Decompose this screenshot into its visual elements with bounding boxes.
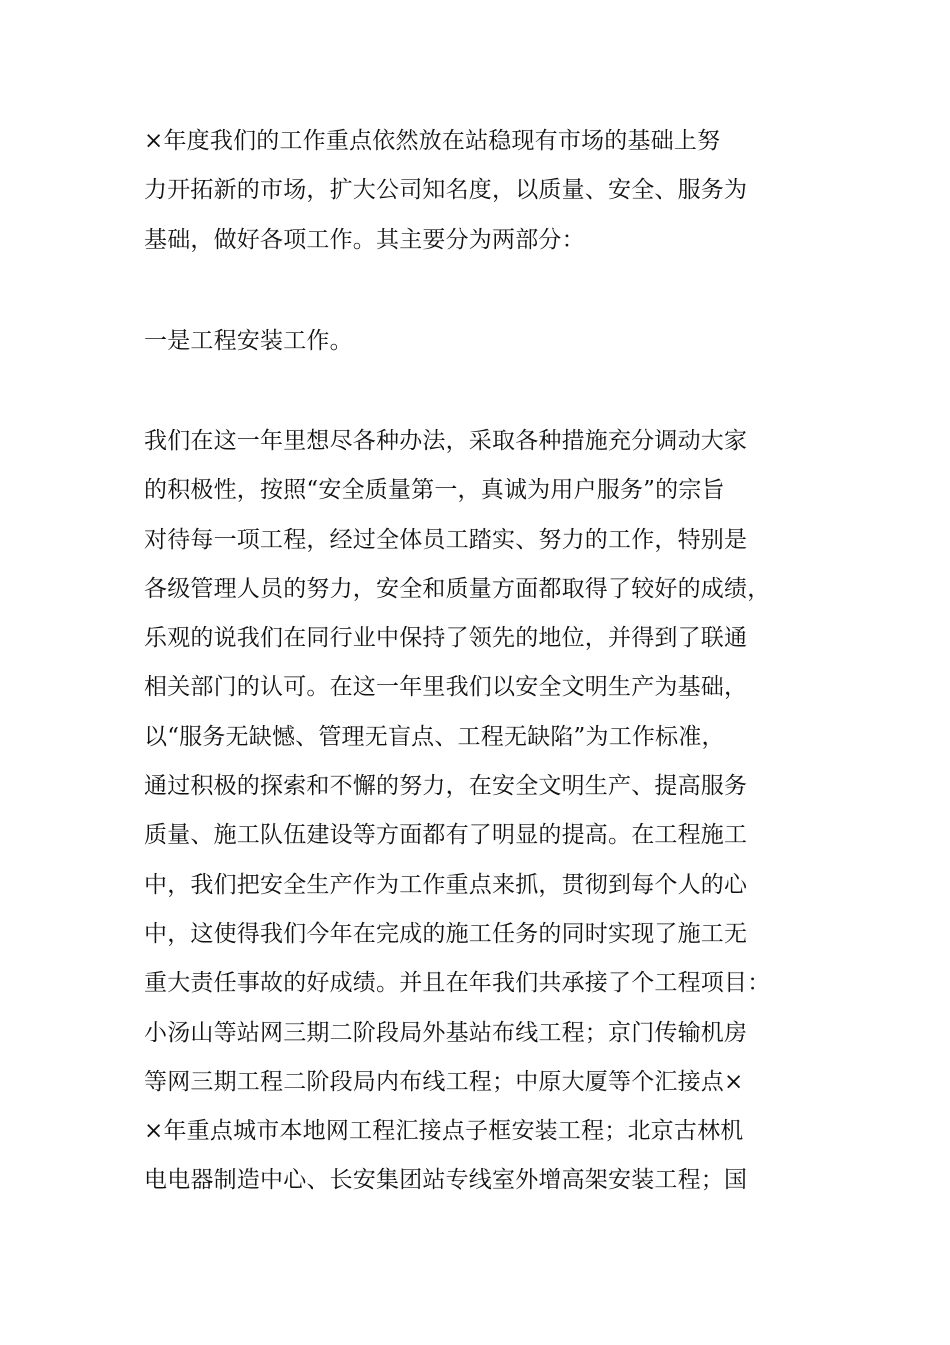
text-line: 相关部门的认可。在这一年里我们以安全文明生产为基础， — [144, 674, 748, 701]
text-line: 重大责任事故的好成绩。并且在年我们共承接了个工程项目： — [144, 970, 771, 997]
body-paragraph — [144, 417, 771, 1206]
text-line: 的积极性，按照“安全质量第一，真诚为用户服务”的宗旨 — [144, 477, 725, 504]
text-line: 中，这使得我们今年在完成的施工任务的同时实现了施工无 — [144, 920, 748, 947]
text-line: 我们在这一年里想尽各种办法，采取各种措施充分调动大家 — [144, 428, 748, 454]
text-line: 乐观的说我们在同行业中保持了领先的地位，并得到了联通 — [144, 625, 748, 652]
text-line: ×年重点城市本地网工程汇接点子框安装工程；北京古林机 — [144, 1118, 744, 1145]
text-line: 小汤山等站网三期二阶段局外基站布线工程；京门传输机房 — [144, 1019, 748, 1046]
text-line: 对待每一项工程，经过全体员工踏实、努力的工作，特别是 — [144, 526, 748, 553]
intro-paragraph — [144, 117, 754, 265]
section-heading — [144, 317, 754, 366]
text-line: 中，我们把安全生产作为工作重点来抓，贯彻到每个人的心 — [144, 871, 748, 898]
text-line: 以“服务无缺憾、管理无盲点、工程无缺陷”为工作标准， — [144, 723, 725, 750]
text-line: 力开拓新的市场，扩大公司知名度，以质量、安全、服务为 — [144, 177, 748, 204]
text-line: 质量、施工队伍建设等方面都有了明显的提高。在工程施工 — [144, 822, 748, 849]
text-line: 通过积极的探索和不懈的努力，在安全文明生产、提高服务 — [144, 773, 748, 800]
text-line: ×年度我们的工作重点依然放在站稳现有市场的基础上努 — [144, 128, 721, 154]
text-line: 等网三期工程二阶段局内布线工程；中原大厦等个汇接点× — [144, 1068, 744, 1095]
text-line: 电电器制造中心、长安集团站专线室外增高架安装工程；国 — [144, 1167, 748, 1194]
heading-line: 一是工程安装工作。 — [144, 328, 353, 354]
text-line: 基础，做好各项工作。其主要分为两部分： — [144, 226, 585, 253]
text-line: 各级管理人员的努力，安全和质量方面都取得了较好的成绩， — [144, 575, 771, 602]
